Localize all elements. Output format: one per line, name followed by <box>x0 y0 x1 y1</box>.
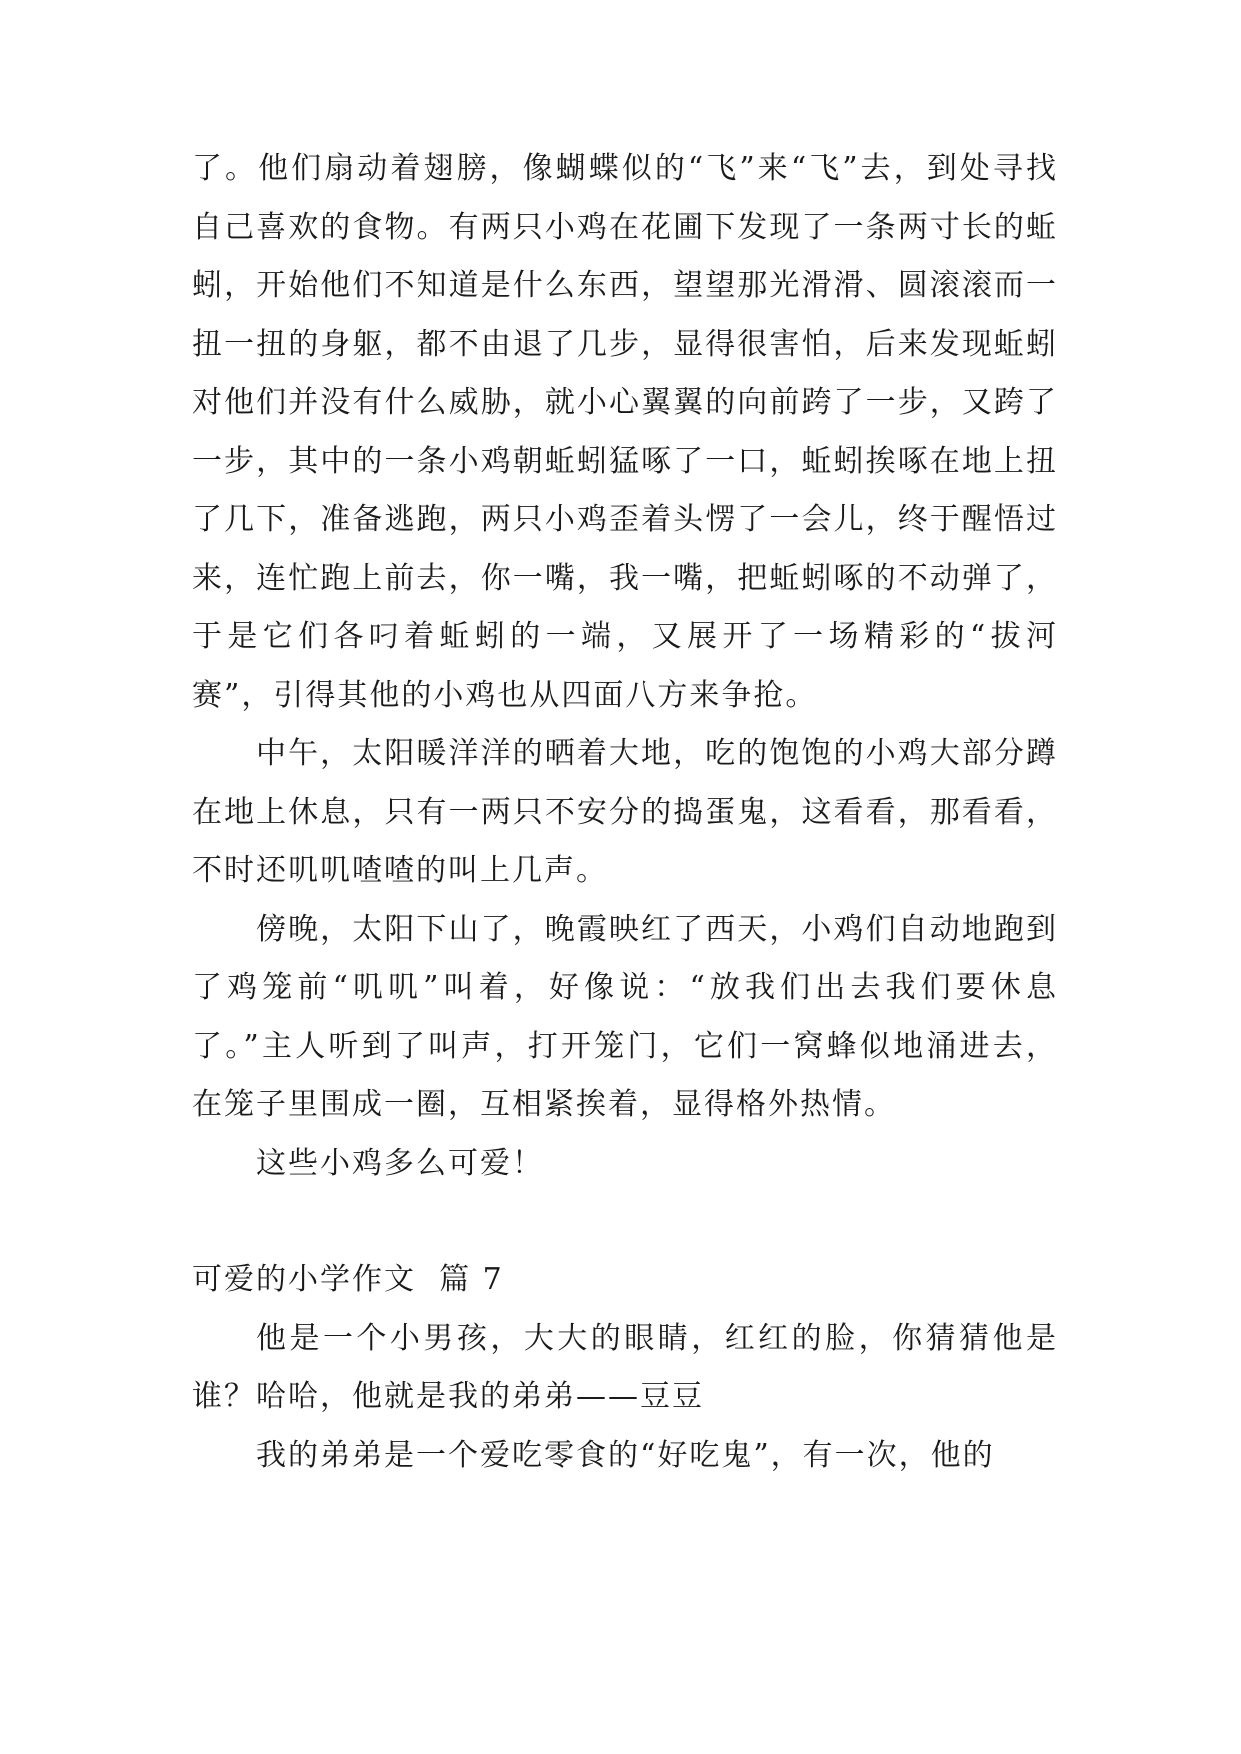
section-heading: 可爱的小学作文 篇 7 <box>192 1262 504 1297</box>
paragraph-evening: 傍晚，太阳下山了，晚霞映红了西天，小鸡们自动地跑到了鸡笼前“叽叽”叫着，好像说：“放我们出去我们要休息了。”主人听到了叫声，打开笼门，它们一窝蜂似地涌进去，在笼子里围成一圈，互相紧挨着，显得格外热情。 <box>192 911 1058 1122</box>
paragraph-continued: 了。他们扇动着翅膀，像蝴蝶似的“飞”来“飞”去，到处寻找自己喜欢的食物。有两只小鸡在花圃下发现了一条两寸长的蚯蚓，开始他们不知道是什么东西，望望那光滑滑、圆滚滚而一扭一扭的身躯，都不由退了几步，显得很害怕，后来发现蚯蚓对他们并没有什么威胁，就小心翼翼的向前跨了一步，又跨了一步，其中的一条小鸡朝蚯蚓猛啄了一口，蚯蚓挨啄在地上扭了几下，准备逃跑，两只小鸡歪着头愣了一会儿，终于醒悟过来，连忙跑上前去，你一嘴，我一嘴，把蚯蚓啄的不动弹了，于是它们各叼着蚯蚓的一端，又展开了一场精彩的“拔河赛”，引得其他的小鸡也从四面八方来争抢。 <box>192 151 1058 713</box>
document-body <box>192 140 1058 1485</box>
paragraph-snacks: 我的弟弟是一个爱吃零食的“好吃鬼”，有一次，他的 <box>256 1437 995 1473</box>
paragraph-intro: 他是一个小男孩，大大的眼睛，红红的脸，你猜猜他是谁？哈哈，他就是我的弟弟——豆豆 <box>192 1320 1058 1414</box>
paragraph-noon: 中午，太阳暖洋洋的晒着大地，吃的饱饱的小鸡大部分蹲在地上休息，只有一两只不安分的捣蛋鬼，这看看，那看看，不时还叽叽喳喳的叫上几声。 <box>192 736 1058 888</box>
section-spacer <box>192 1193 1058 1251</box>
paragraph-closing: 这些小鸡多么可爱！ <box>256 1145 544 1181</box>
